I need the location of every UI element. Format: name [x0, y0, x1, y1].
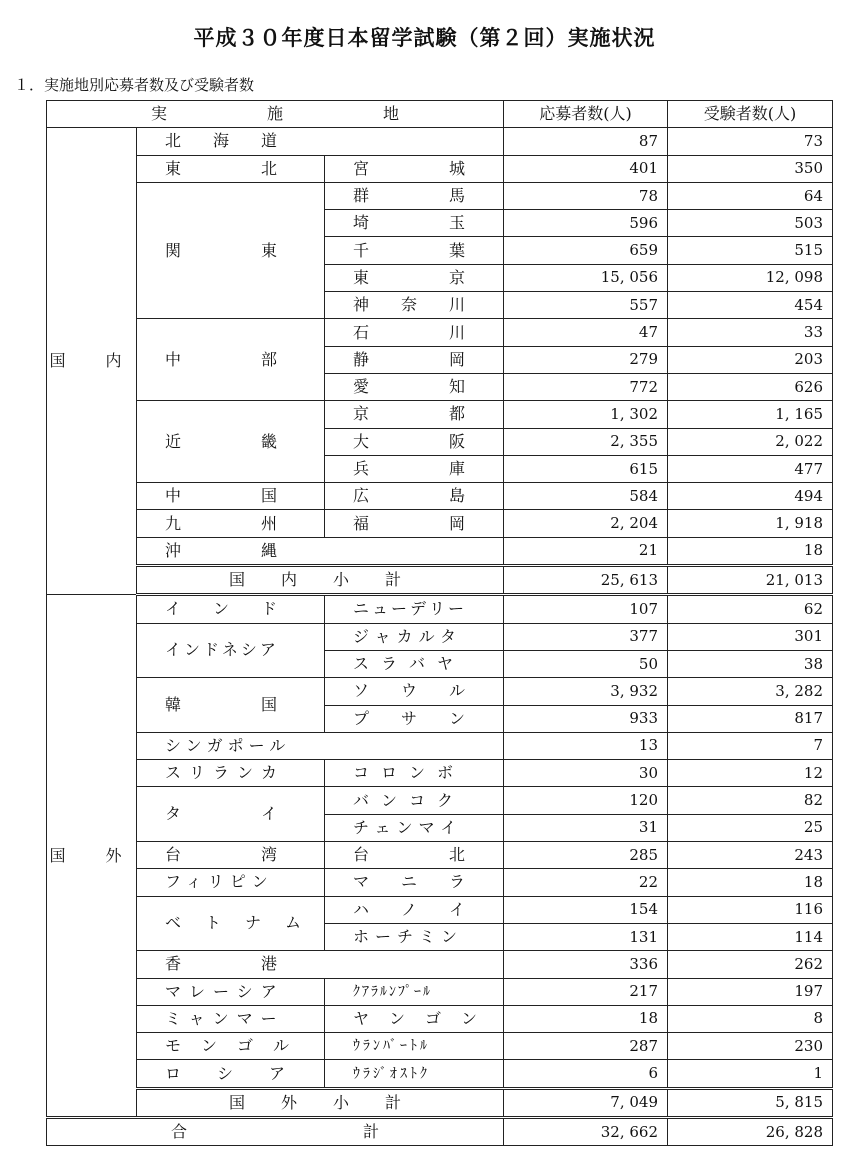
city-cell: ｳﾗﾝﾊﾞｰﾄﾙ: [325, 1033, 504, 1060]
total-row: [47, 1117, 833, 1145]
area-cell: ロ シ ア: [137, 1060, 325, 1088]
city-cell: ソ ウ ル: [325, 678, 504, 705]
table-row: [47, 510, 833, 537]
area-cell: イ ン ド: [137, 595, 325, 623]
applicants-cell: 1, 302: [504, 401, 668, 428]
applicants-cell: 6: [504, 1060, 668, 1088]
examinees-cell: 503: [668, 210, 833, 237]
examinees-cell: 73: [668, 128, 833, 155]
city-cell: マ ニ ラ: [325, 869, 504, 896]
applicants-cell: 2, 204: [504, 510, 668, 537]
applicants-cell: 933: [504, 705, 668, 732]
examinees-cell: 494: [668, 483, 833, 510]
applicants-cell: 772: [504, 373, 668, 400]
city-cell: コロンボ: [325, 760, 504, 787]
city-cell: 東 京: [325, 264, 504, 291]
area-cell: ベ ト ナ ム: [137, 896, 325, 951]
city-cell: 千 葉: [325, 237, 504, 264]
examinees-cell: 7: [668, 732, 833, 759]
examinees-cell: 515: [668, 237, 833, 264]
examinees-cell: 626: [668, 373, 833, 400]
applicants-cell: 596: [504, 210, 668, 237]
table-row: [47, 1033, 833, 1060]
examinees-cell: 301: [668, 623, 833, 650]
examinees-cell: 12, 098: [668, 264, 833, 291]
area-cell: 台 湾: [137, 842, 325, 869]
applicants-cell: 336: [504, 951, 668, 978]
city-cell: ｳﾗｼﾞｵｽﾄｸ: [325, 1060, 504, 1088]
city-cell: 愛 知: [325, 373, 504, 400]
examinees-cell: 230: [668, 1033, 833, 1060]
applicants-cell: 30: [504, 760, 668, 787]
applicants-cell: 32, 662: [504, 1117, 668, 1145]
examinees-cell: 25: [668, 814, 833, 841]
examinees-cell: 116: [668, 896, 833, 923]
city-cell: 宮 城: [325, 155, 504, 182]
area-cell: スリランカ: [137, 760, 325, 787]
city-cell: 広 島: [325, 483, 504, 510]
area-cell: モ ン ゴ ル: [137, 1033, 325, 1060]
city-cell: 大 阪: [325, 428, 504, 455]
table-row: [47, 595, 833, 623]
table-row: [47, 869, 833, 896]
subtotal-row: [47, 566, 833, 595]
applicants-cell: 25, 613: [504, 566, 668, 595]
area-cell: インドネシア: [137, 623, 325, 678]
examinees-cell: 2, 022: [668, 428, 833, 455]
examinees-cell: 197: [668, 978, 833, 1005]
page-title: 平成３０年度日本留学試験（第２回）実施状況: [193, 26, 656, 50]
examinees-cell: 62: [668, 595, 833, 623]
table-row: [47, 483, 833, 510]
area-cell: ミャンマー: [137, 1005, 325, 1032]
area-cell: 韓 国: [137, 678, 325, 733]
city-cell: ジャカルタ: [325, 623, 504, 650]
applicants-cell: 285: [504, 842, 668, 869]
examinees-cell: 8: [668, 1005, 833, 1032]
applicants-cell: 377: [504, 623, 668, 650]
city-cell: 神 奈 川: [325, 292, 504, 319]
area-cell: タ イ: [137, 787, 325, 842]
city-cell: チェンマイ: [325, 814, 504, 841]
subtotal-label: 国 内 小 計: [137, 566, 504, 595]
applicants-cell: 131: [504, 923, 668, 950]
city-cell: ニューデリー: [325, 595, 504, 623]
header-place: 実 施 地: [47, 101, 504, 128]
examinees-cell: 64: [668, 182, 833, 209]
table-row: [47, 951, 833, 978]
examinees-cell: 1, 918: [668, 510, 833, 537]
applicants-cell: 87: [504, 128, 668, 155]
examinees-cell: 262: [668, 951, 833, 978]
applicants-cell: 3, 932: [504, 678, 668, 705]
applicants-cell: 47: [504, 319, 668, 346]
city-cell: ｸｱﾗﾙﾝﾌﾟｰﾙ: [325, 978, 504, 1005]
table-row: [47, 623, 833, 650]
area-cell: 九 州: [137, 510, 325, 537]
city-cell: ホーチミン: [325, 923, 504, 950]
examinees-cell: 5, 815: [668, 1088, 833, 1117]
section-heading: １．実施地別応募者数及び受験者数: [14, 76, 255, 94]
table-row: [47, 319, 833, 346]
table-row: [47, 182, 833, 209]
applicants-cell: 50: [504, 650, 668, 677]
table-row: [47, 732, 833, 759]
city-cell: ハ ノ イ: [325, 896, 504, 923]
applicants-cell: 557: [504, 292, 668, 319]
examinees-cell: 26, 828: [668, 1117, 833, 1145]
examinees-cell: 1: [668, 1060, 833, 1088]
area-cell: 北 海 道: [137, 128, 504, 155]
area-cell: 東 北: [137, 155, 325, 182]
examinees-cell: 33: [668, 319, 833, 346]
applicants-cell: 584: [504, 483, 668, 510]
examinees-cell: 817: [668, 705, 833, 732]
table-header-row: [47, 101, 833, 128]
applicants-cell: 217: [504, 978, 668, 1005]
applicants-cell: 659: [504, 237, 668, 264]
applicants-cell: 2, 355: [504, 428, 668, 455]
table-row: [47, 1060, 833, 1088]
city-cell: 埼 玉: [325, 210, 504, 237]
table-row: [47, 787, 833, 814]
total-label: 合 計: [47, 1117, 504, 1145]
city-cell: スラバヤ: [325, 650, 504, 677]
applicants-cell: 18: [504, 1005, 668, 1032]
applicants-cell: 31: [504, 814, 668, 841]
examinees-cell: 350: [668, 155, 833, 182]
examinees-cell: 203: [668, 346, 833, 373]
applicants-cell: 15, 056: [504, 264, 668, 291]
area-cell: フィリピン: [137, 869, 325, 896]
examinees-cell: 1, 165: [668, 401, 833, 428]
table-row: [47, 537, 833, 565]
applicants-cell: 107: [504, 595, 668, 623]
header-examinees: 受験者数(人): [668, 101, 833, 128]
applicants-cell: 13: [504, 732, 668, 759]
area-cell: 沖 縄: [137, 537, 504, 565]
table-row: [47, 401, 833, 428]
applicants-cell: 615: [504, 455, 668, 482]
examinees-cell: 82: [668, 787, 833, 814]
city-cell: 群 馬: [325, 182, 504, 209]
examinees-cell: 243: [668, 842, 833, 869]
examinees-cell: 18: [668, 869, 833, 896]
table-row: [47, 1005, 833, 1032]
applicants-cell: 287: [504, 1033, 668, 1060]
header-applicants: 応募者数(人): [504, 101, 668, 128]
table-row: [47, 760, 833, 787]
applicants-cell: 78: [504, 182, 668, 209]
table-row: [47, 978, 833, 1005]
city-cell: 京 都: [325, 401, 504, 428]
region-domestic: 国 内: [47, 128, 137, 595]
applicants-cell: 401: [504, 155, 668, 182]
area-cell: 近 畿: [137, 401, 325, 483]
city-cell: 静 岡: [325, 346, 504, 373]
city-cell: ヤ ン ゴ ン: [325, 1005, 504, 1032]
examinees-cell: 21, 013: [668, 566, 833, 595]
city-cell: 兵 庫: [325, 455, 504, 482]
applicants-cell: 22: [504, 869, 668, 896]
exam-status-table: [46, 100, 833, 1146]
examinees-cell: 38: [668, 650, 833, 677]
subtotal-row: [47, 1088, 833, 1117]
table-row: [47, 896, 833, 923]
city-cell: プ サ ン: [325, 705, 504, 732]
area-cell: マレーシア: [137, 978, 325, 1005]
city-cell: 台 北: [325, 842, 504, 869]
area-cell: 中 国: [137, 483, 325, 510]
examinees-cell: 18: [668, 537, 833, 565]
city-cell: 石 川: [325, 319, 504, 346]
examinees-cell: 454: [668, 292, 833, 319]
applicants-cell: 21: [504, 537, 668, 565]
table-row: [47, 842, 833, 869]
area-cell: 関 東: [137, 182, 325, 318]
table-row: [47, 678, 833, 705]
table-row: [47, 128, 833, 155]
area-cell: シンガポール: [137, 732, 504, 759]
region-overseas: 国 外: [47, 595, 137, 1118]
table-row: [47, 155, 833, 182]
city-cell: 福 岡: [325, 510, 504, 537]
examinees-cell: 3, 282: [668, 678, 833, 705]
examinees-cell: 477: [668, 455, 833, 482]
area-cell: 香 港: [137, 951, 504, 978]
applicants-cell: 154: [504, 896, 668, 923]
subtotal-label: 国 外 小 計: [137, 1088, 504, 1117]
applicants-cell: 120: [504, 787, 668, 814]
examinees-cell: 114: [668, 923, 833, 950]
city-cell: バンコク: [325, 787, 504, 814]
applicants-cell: 279: [504, 346, 668, 373]
applicants-cell: 7, 049: [504, 1088, 668, 1117]
examinees-cell: 12: [668, 760, 833, 787]
area-cell: 中 部: [137, 319, 325, 401]
